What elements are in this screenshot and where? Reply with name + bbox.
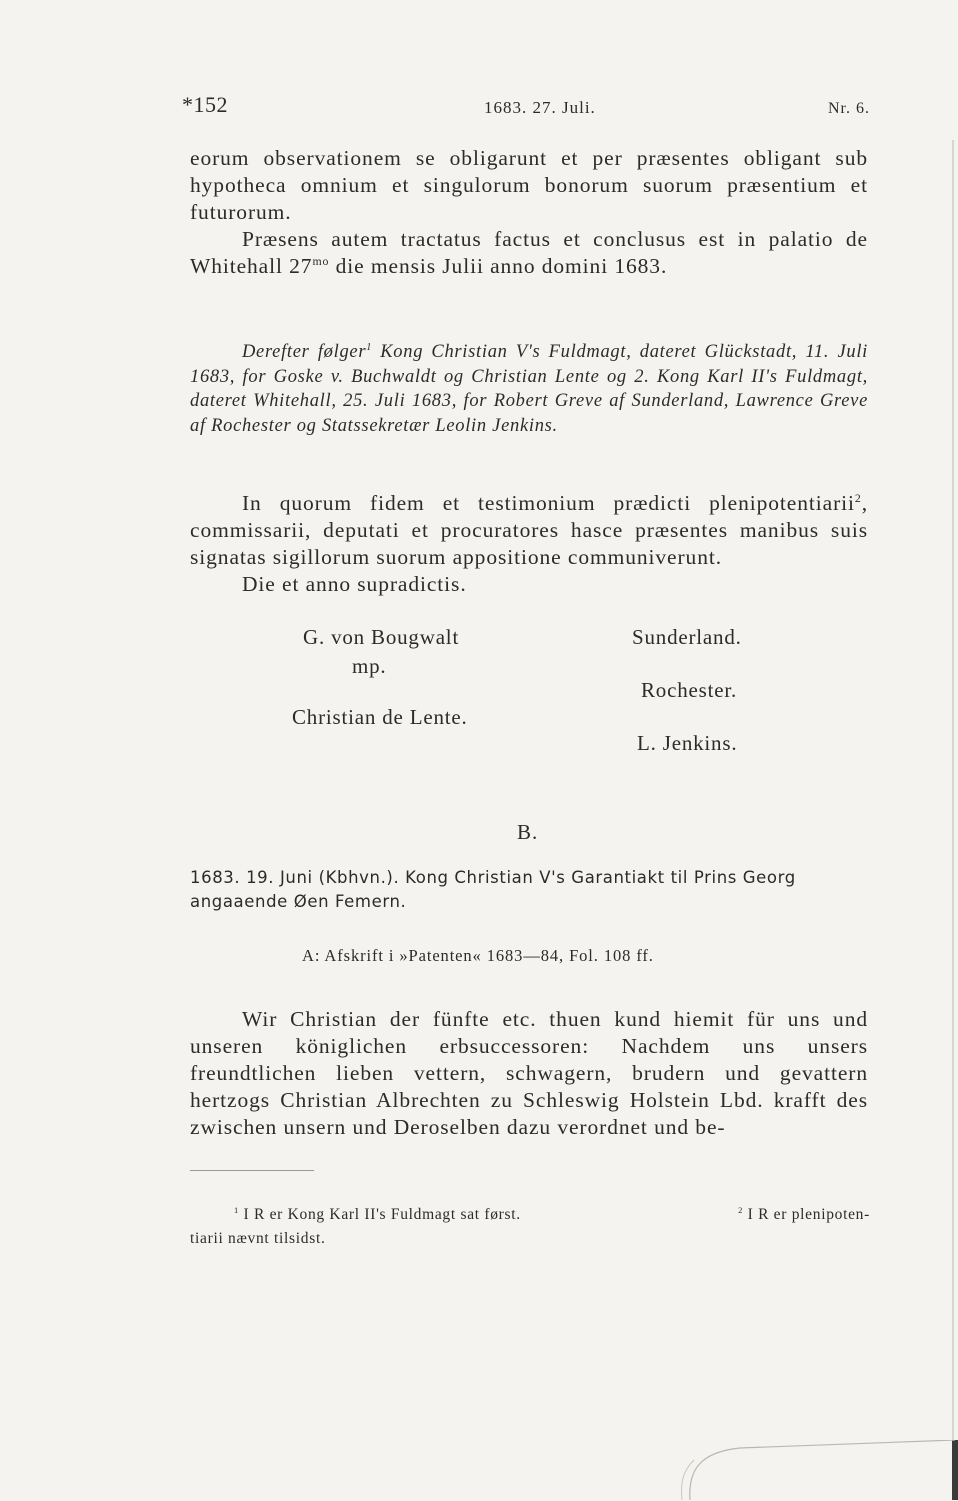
signature-lente: Christian de Lente. <box>292 705 468 729</box>
document-heading <box>190 866 870 914</box>
paragraph-latin-1 <box>190 145 868 280</box>
text-span: In quorum fidem et testimonium prædicti plenipotentiarii <box>242 491 855 515</box>
paragraph-text <box>190 226 868 280</box>
footnote-text: I R er Kong Karl II's Fuldmagt sat først. <box>238 1206 521 1223</box>
text-span: Præsens autem tractatus factus et conclusus est in palatio de Whitehall 27 <box>190 227 868 278</box>
page-number <box>182 92 228 118</box>
footnote-2 <box>738 1206 870 1224</box>
text-span: Kong Christian V's Fuldmagt, dateret Glückstadt, 11. Juli 1683, for Goske v. Buchwaldt og Christian Lente og 2. Kong Karl II's Fuldmagt, dateret Whitehall, 25. Juli 1683, for Robert Greve af Sunderland, Lawrence Greve af Rochester og Statssekretær Leolin Jenkins. <box>190 342 868 436</box>
running-header <box>182 92 870 122</box>
signature-mp: mp. <box>352 654 387 678</box>
footnote-divider <box>190 1170 314 1171</box>
footnote-1 <box>234 1206 521 1224</box>
paragraph-text <box>190 490 868 571</box>
text-span: Derefter følger <box>242 342 367 362</box>
heading-line: angaaende Øen Femern. <box>190 892 407 911</box>
page-curl-decoration <box>680 1440 955 1501</box>
page-edge-line <box>952 140 954 1480</box>
footnote-text: I R er plenipoten- <box>743 1206 870 1223</box>
footnote-ref: 2 <box>854 490 862 505</box>
header-date: 1683. 27. Juli. <box>484 98 596 117</box>
signature-jenkins: L. Jenkins. <box>637 731 738 755</box>
document-number: Nr. 6. <box>828 100 870 117</box>
paragraph-german <box>190 1006 868 1141</box>
closing-line: Die et anno supradictis. <box>242 572 467 596</box>
note-text <box>190 340 868 438</box>
text-span: die mensis Julii anno domini 1683. <box>329 254 668 278</box>
section-label: B. <box>517 820 539 844</box>
footnote-continuation: tiarii nævnt tilsidst. <box>190 1230 326 1247</box>
paragraph-text: Wir Christian der fünfte etc. thuen kund hiemit für uns und unseren königlichen erbsuccessoren: Nachdem uns unsers freundtlichen lieben vettern, schwagern, brudern und gevattern hertzogs Christian Albrechten zu Schleswig Holstein Lbd. krafft des zwischen unsern und Deroselben dazu verordnet und be- <box>190 1007 868 1139</box>
superscript: mo <box>312 253 330 268</box>
footnote-mark: 1 <box>234 1204 239 1215</box>
signature-rochester: Rochester. <box>641 678 738 702</box>
page-number-prefix: * <box>182 92 194 117</box>
footnote-ref: 1 <box>366 341 373 353</box>
text-span: , commissarii, deputati et procuratores hasce præsentes manibus suis signatas sigillorum suorum appositione communiverunt. <box>190 491 868 569</box>
source-reference: A: Afskrift i »Patenten« 1683—84, Fol. 108 ff. <box>302 946 654 965</box>
paragraph-text: eorum observationem se obligarunt et per præsentes obligant sub hypotheca omnium et singulorum bonorum suorum præsentium et futurorum. <box>190 146 868 224</box>
signature-bougwalt: G. von Bougwalt <box>303 625 460 649</box>
editorial-note <box>190 340 868 438</box>
footnote-mark: 2 <box>738 1204 744 1215</box>
footnotes-line-2 <box>190 1230 870 1248</box>
page-number-value: 152 <box>193 92 228 117</box>
heading-line: 1683. 19. Juni (Kbhvn.). Kong Christian V's Garantiakt til Prins Georg <box>190 868 796 887</box>
signature-sunderland: Sunderland. <box>632 625 742 649</box>
paragraph-latin-2 <box>190 490 868 598</box>
